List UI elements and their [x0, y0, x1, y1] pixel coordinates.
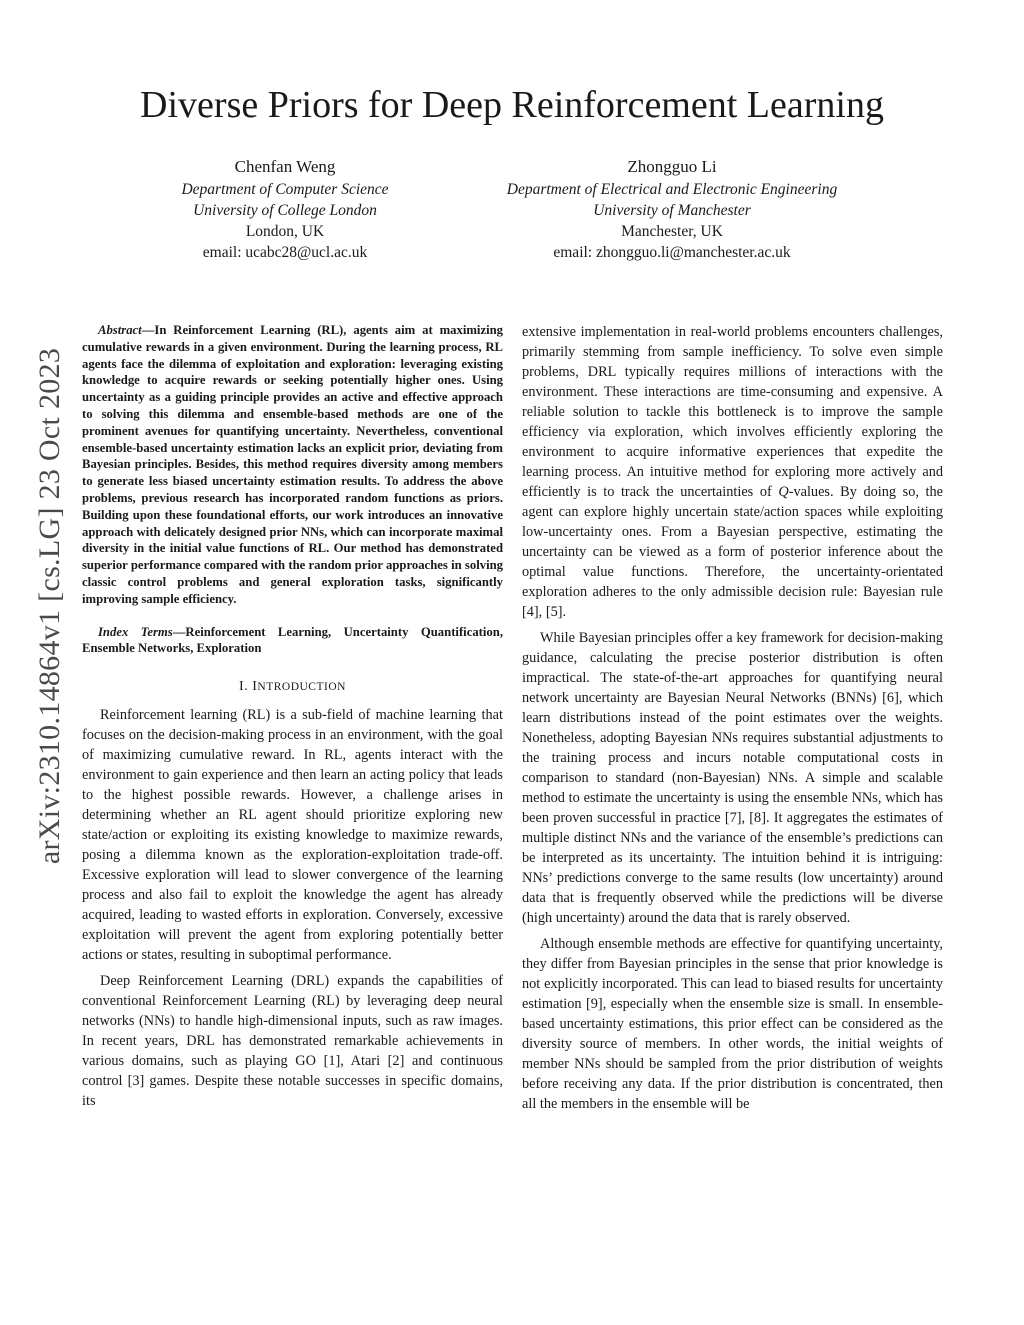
abstract-lead: Abstract: [98, 323, 142, 337]
left-column: [82, 322, 503, 1111]
author-block-2: [442, 156, 902, 263]
paper-title: Diverse Priors for Deep Reinforcement Learning: [140, 84, 884, 126]
right-column: [522, 322, 943, 1114]
author-name: Zhongguo Li: [627, 157, 717, 176]
author-block-1: [135, 156, 435, 263]
author-name: Chenfan Weng: [234, 157, 336, 176]
math-symbol: Q: [778, 484, 789, 500]
author-location: Manchester, UK: [621, 223, 723, 240]
paragraph: Although ensemble methods are effective for quantifying uncertainty, they differ from Bayesian principles in the sense that prior knowledge is not explicitly incorporated. This can lead to biased results for uncertainty estimation [9], especially when the ensemble size is small. In ensemble-based uncertainty estimations, this prior effect can be considered as the diversity source of members. In other words, the initial weights of member NNs should be sampled from the prior distribution of weights before receiving any data. If the prior distribution is concentrated, then all the members in the ensemble will be: [522, 936, 943, 1112]
paragraph-text: -values. By doing so, the agent can explore highly uncertain state/action spaces while exploiting low-uncertainty ones. From a Bayesian perspective, estimating the uncertainty can be viewed as a form of posterior inference about the optimal value functions. Therefore, the uncertainty-orientated exploration adheres to the only admissible decision rule: Bayesian rule [4], [5].: [522, 484, 943, 620]
paragraph: Reinforcement learning (RL) is a sub-field of machine learning that focuses on the decision-making process in an environment, with the goal of maximizing cumulative reward. In RL, agents interact with the environment to gain experience and then learn an acting policy that leads to the highest possible rewards. However, a challenge arises in determining whether an RL agent should prioritize exploring new state/action or exploiting its existing knowledge to maximize rewards, posing a dilemma known as the exploration-exploitation trade-off. Excessive exploration will lead to slower convergence of the learning process and also fail to exploit the knowledge the agent has already acquired, leading to wasted efforts in exploration. Conversely, excessive exploitation will prevent the agent from exploring potentially better actions or states, resulting in suboptimal performance.: [82, 707, 503, 964]
index-terms: [82, 624, 503, 658]
section-heading-introduction: [82, 677, 503, 697]
section-number: I.: [239, 679, 253, 695]
index-terms-lead: Index Terms: [98, 624, 173, 639]
paragraph: While Bayesian principles offer a key framework for decision-making guidance, calculating the precise posterior distribution is often impractical. The state-of-the-art approaches for quantifying neural network uncertainty are Bayesian Neural Networks (BNNs) [6], which learn distributions instead of the point estimates over the weights. Nonetheless, adopting Bayesian NNs requires substantial adjustments to the training process and incurs notable computational costs in comparison to standard (non-Bayesian) NNs. A simple and scalable method to estimate the uncertainty is using the ensemble NNs, which has been proven successful in practice [7], [8]. It aggregates the estimates of multiple distinct NNs and the variance of the ensemble’s predictions can be interpreted as its uncertainty. The intuition behind it is intriguing: NNs’ predictions converge to the same results (low uncertainty) around data that is frequently observed while the predictions will be diverse (high uncertainty) around the data that is rarely observed.: [522, 630, 943, 926]
paragraph-text: extensive implementation in real-world problems encounters challenges, primarily stemming from sample inefficiency. To solve even simple problems, DRL typically requires millions of interactions with the environment. These interactions are time-consuming and expensive. A reliable solution to tackle this bottleneck is to improve the sample efficiency via exploration, which involves efficiently exploring the environment to acquire informative experiences that expedite the learning process. An intuitive method for exploring more actively and efficiently is to track the uncertainties of: [522, 324, 943, 500]
index-terms-text: —Reinforcement Learning, Uncertainty Quantification, Ensemble Networks, Exploration: [82, 624, 503, 656]
author-email: email: ucabc28@ucl.ac.uk: [202, 244, 368, 261]
author-email: email: zhongguo.li@manchester.ac.uk: [553, 244, 791, 261]
author-department: Department of Electrical and Electronic Engineering: [506, 181, 838, 198]
author-department: Department of Computer Science: [181, 181, 389, 198]
arxiv-identifier: arXiv:2310.14864v1 [cs.LG] 23 Oct 2023: [33, 347, 66, 865]
author-university: University of Manchester: [593, 202, 751, 219]
abstract-text: —In Reinforcement Learning (RL), agents aim at maximizing cumulative rewards in a given environment. During the learning process, RL agents face the dilemma of exploitation and exploration: leveraging existing knowledge to acquire rewards or seeking potentially higher ones. Using uncertainty as a guiding principle provides an active and effective approach to solving this dilemma and ensemble-based methods are one of the prominent avenues for quantifying uncertainty. Nevertheless, conventional ensemble-based uncertainty estimation lacks an explicit prior, deviating from Bayesian principles. Besides, this method requires diversity among members to generate less biased uncertainty estimation results. To address the above problems, previous research has incorporated random functions as priors. Building upon these foundational efforts, our work introduces an innovative approach with delicately designed prior NNs, which can incorporate maximal diversity in the initial value functions of RL. Our method has demonstrated superior performance compared with the random prior approaches in solving classic control problems and general exploration tasks, significantly improving sample efficiency.: [82, 323, 503, 606]
author-university: University of College London: [193, 202, 377, 219]
paragraph: Deep Reinforcement Learning (DRL) expands the capabilities of conventional Reinforcement Learning (RL) by leveraging deep neural networks (NNs) to handle high-dimensional inputs, such as raw images. In recent years, DRL has demonstrated remarkable achievements in various domains, such as playing GO [1], Atari [2] and continuous control [3] games. Despite these notable successes in specific domains, its: [82, 973, 503, 1110]
author-location: London, UK: [245, 223, 325, 240]
section-title-initial: I: [252, 679, 258, 695]
abstract: [82, 322, 503, 608]
paragraph: [522, 322, 943, 622]
section-title-rest: NTRODUCTION: [257, 681, 346, 694]
